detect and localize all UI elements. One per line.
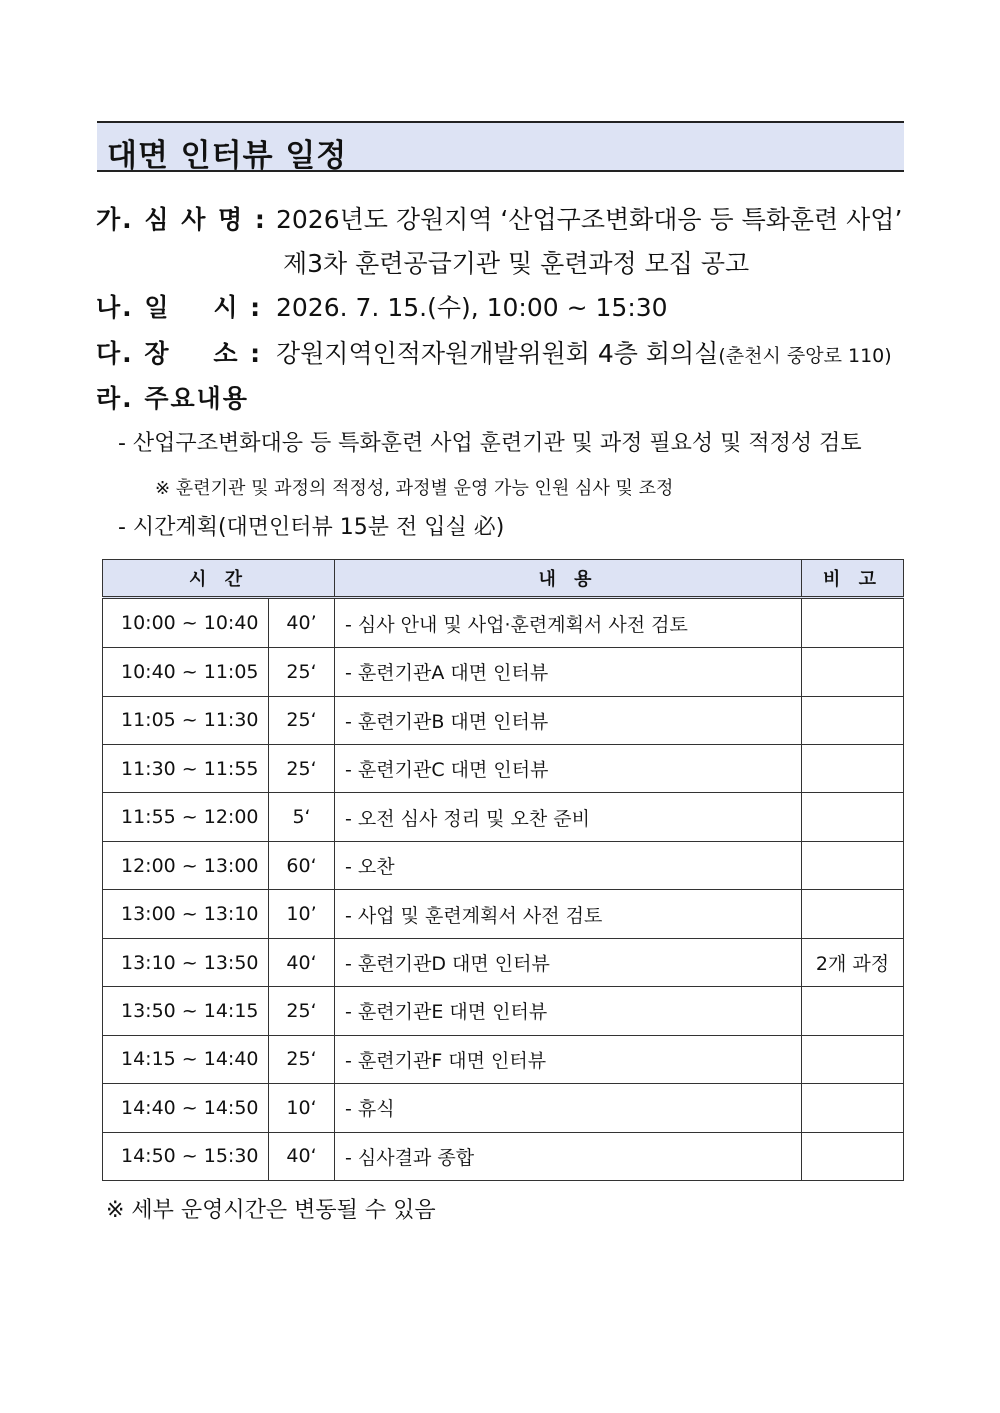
table-row [103,841,904,889]
bullet-schedule: - 시간계획(대면인터뷰 15분 전 입실 必) [118,515,505,540]
table-row [103,890,904,938]
row-content: - 훈련기관A 대면 인터뷰 [335,648,802,696]
header-content: 내 용 [335,560,802,598]
table-row [103,1035,904,1083]
row-content: - 오찬 [335,841,802,889]
row-content: - 사업 및 훈련계획서 사전 검토 [335,890,802,938]
row-minutes: 60‘ [269,841,335,889]
header-time: 시 간 [103,560,335,598]
row-time: 13:10 ~ 13:50 [103,938,269,986]
row-note [802,1132,904,1180]
row-content: - 훈련기관F 대면 인터뷰 [335,1035,802,1083]
row-minutes: 40‘ [269,1132,335,1180]
row-time: 10:40 ~ 11:05 [103,648,269,696]
row-note [802,890,904,938]
row-time: 11:05 ~ 11:30 [103,696,269,744]
place-name: 강원지역인적자원개발위원회 4층 회의실 [276,339,719,368]
row-content: - 훈련기관B 대면 인터뷰 [335,696,802,744]
schedule-header-row [103,560,904,598]
item-place-value [276,336,892,374]
row-minutes: 10‘ [269,1084,335,1132]
table-row [103,987,904,1035]
row-time: 11:30 ~ 11:55 [103,745,269,793]
item-place-label: 다. 장 소 : [96,339,263,368]
row-time: 13:50 ~ 14:15 [103,987,269,1035]
place-address: (춘천시 중앙로 110) [718,345,892,367]
row-content: - 오전 심사 정리 및 오찬 준비 [335,793,802,841]
row-time: 10:00 ~ 10:40 [103,598,269,648]
row-minutes: 25‘ [269,987,335,1035]
row-minutes: 40‘ [269,938,335,986]
row-time: 11:55 ~ 12:00 [103,793,269,841]
row-minutes: 25‘ [269,1035,335,1083]
table-row [103,598,904,648]
row-time: 14:15 ~ 14:40 [103,1035,269,1083]
bullet-review-note: ※ 훈련기관 및 과정의 적정성, 과정별 운영 가능 인원 심사 및 조정 [155,478,674,499]
row-note [802,648,904,696]
footnote: ※ 세부 운영시간은 변동될 수 있음 [106,1198,436,1223]
item-main-content-label: 라. 주요내용 [96,384,249,413]
row-content: - 심사 안내 및 사업·훈련계획서 사전 검토 [335,598,802,648]
table-row [103,1132,904,1180]
row-time: 12:00 ~ 13:00 [103,841,269,889]
row-minutes: 5‘ [269,793,335,841]
item-review-name-value2: 제3차 훈련공급기관 및 훈련과정 모집 공고 [283,249,750,278]
row-content: - 훈련기관E 대면 인터뷰 [335,987,802,1035]
item-review-name-value: 2026년도 강원지역 ‘산업구조변화대응 등 특화훈련 사업’ [276,205,903,234]
row-note [802,696,904,744]
row-note [802,598,904,648]
row-minutes: 25‘ [269,745,335,793]
schedule-table [102,559,904,1181]
table-row [103,745,904,793]
table-row [103,648,904,696]
item-review-name-label: 가. 심 사 명 : [96,205,267,234]
item-datetime-label: 나. 일 시 : [96,293,263,322]
row-note [802,1084,904,1132]
row-note [802,793,904,841]
page-title: 대면 인터뷰 일정 [107,138,348,174]
row-note [802,1035,904,1083]
header-note: 비 고 [802,560,904,598]
table-row [103,793,904,841]
row-note [802,987,904,1035]
row-content: - 훈련기관D 대면 인터뷰 [335,938,802,986]
title-box [97,121,904,172]
row-content: - 훈련기관C 대면 인터뷰 [335,745,802,793]
bullet-review: - 산업구조변화대응 등 특화훈련 사업 훈련기관 및 과정 필요성 및 적정성 검토 [118,431,862,456]
table-row [103,1084,904,1132]
table-row [103,696,904,744]
row-content: - 심사결과 종합 [335,1132,802,1180]
item-datetime-value: 2026. 7. 15.(수), 10:00 ~ 15:30 [276,293,668,322]
row-time: 13:00 ~ 13:10 [103,890,269,938]
row-time: 14:50 ~ 15:30 [103,1132,269,1180]
row-minutes: 25‘ [269,648,335,696]
row-note [802,745,904,793]
row-note: 2개 과정 [802,938,904,986]
table-row [103,938,904,986]
row-content: - 휴식 [335,1084,802,1132]
row-note [802,841,904,889]
row-minutes: 25‘ [269,696,335,744]
row-minutes: 10’ [269,890,335,938]
row-minutes: 40’ [269,598,335,648]
row-time: 14:40 ~ 14:50 [103,1084,269,1132]
